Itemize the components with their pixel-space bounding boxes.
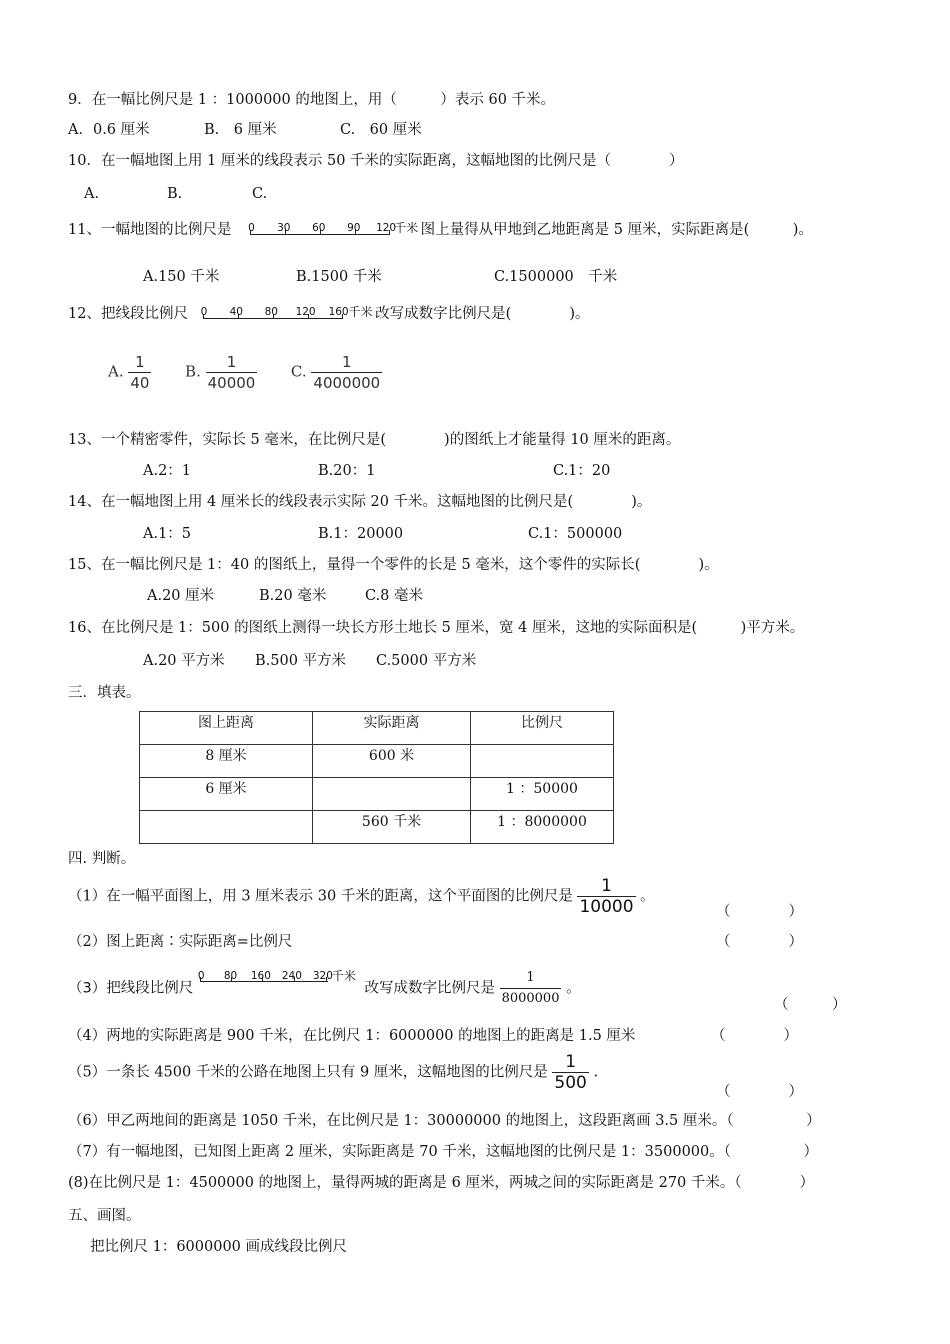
q12-option-c-fraction — [311, 352, 382, 393]
q12-text-pre: 12、把线段比例尺 — [68, 306, 188, 322]
q9-option-c: C. 60 厘米 — [340, 122, 422, 138]
scale-tick-label: 160 — [328, 306, 349, 318]
q15-option-a: A.20 厘米 — [147, 588, 215, 604]
judgement-3-line-scale — [198, 968, 360, 988]
fraction-numerator: 1 — [135, 353, 145, 371]
question-16: 16、在比例尺是 1：500 的图纸上测得一块长方形土地长 5 厘米，宽 4 厘米，这地的实际面积是( )平方米。 — [68, 620, 805, 636]
fraction-numerator: 1 — [342, 353, 352, 371]
judgement-5-answer-blank[interactable]: （ ） — [716, 1084, 803, 1100]
scale-tick-label: 320 — [312, 970, 333, 982]
q12-option-c-label: C. — [290, 362, 307, 381]
q9-option-a: A．0.6 厘米 — [68, 122, 150, 138]
scale-tick-label: 120 — [295, 306, 316, 318]
judgement-3-tail: 。 — [566, 980, 581, 997]
table-row — [140, 745, 614, 778]
table-cell: 600 米 — [313, 745, 471, 778]
scale-tick-label: 0 — [197, 970, 205, 982]
section-5-title: 五、画图。 — [68, 1208, 141, 1224]
judgement-1-fraction — [577, 876, 635, 917]
question-14: 14、在一幅地图上用 4 厘米长的线段表示实际 20 千米。这幅地图的比例尺是( )。 — [68, 494, 652, 510]
judgement-1-answer-blank[interactable]: （ ） — [716, 904, 803, 920]
judgement-1 — [68, 876, 655, 917]
judgement-3-text-post: 改写成数字比例尺是 — [364, 980, 495, 997]
table-row — [140, 811, 614, 844]
judgement-3 — [68, 968, 581, 1009]
fraction-denominator: 10000 — [579, 897, 634, 917]
q12-option-a-fraction — [128, 352, 151, 393]
section-3-title: 三．填表。 — [68, 685, 141, 701]
q12-option-b-fraction — [206, 352, 258, 393]
scale-tick-label: 40 — [229, 306, 243, 318]
q14-option-a: A.1：5 — [143, 526, 192, 542]
scale-tick-label: 90 — [347, 222, 361, 234]
q13-option-b: B.20：1 — [318, 463, 376, 479]
judgement-2-answer-blank[interactable]: （ ） — [716, 934, 803, 950]
scale-unit: 千米 — [348, 305, 373, 319]
q13-option-a: A.2：1 — [143, 463, 192, 479]
table-header: 图上距离 — [140, 712, 313, 745]
q10-option-a: A. — [84, 186, 100, 202]
q12-text-post: 改写成数字比例尺是( )。 — [375, 306, 590, 322]
fraction-denominator: 8000000 — [500, 988, 562, 1009]
q12-options — [108, 352, 382, 393]
q10-option-c: C. — [252, 186, 268, 202]
section-4-title: 四. 判断。 — [68, 851, 136, 867]
q12-line-scale — [201, 305, 371, 325]
table-row — [140, 778, 614, 811]
scale-unit: 千米 — [331, 969, 356, 983]
scale-tick-label: 240 — [281, 970, 302, 982]
judgement-6[interactable]: （6）甲乙两地间的距离是 1050 千米，在比例尺是 1：30000000 的地图上，这段距离画 3.5 厘米。（ ） — [68, 1113, 821, 1129]
fraction-numerator: 1 — [226, 353, 237, 371]
judgement-7[interactable]: （7）有一幅地图，已知图上距离 2 厘米，实际距离是 70 千米，这幅地图的比例尺是 1：3500000。（ ） — [68, 1144, 818, 1160]
q15-option-b: B.20 毫米 — [259, 588, 327, 604]
judgement-1-tail: 。 — [640, 888, 655, 905]
judgement-3-answer-blank[interactable]: （ ） — [774, 997, 847, 1013]
table-cell: 8 厘米 — [140, 745, 313, 778]
scale-tick-label: 30 — [277, 222, 291, 234]
q16-option-b: B.500 平方米 — [255, 653, 347, 669]
judgement-2: （2）图上距离∶实际距离=比例尺 — [68, 934, 293, 950]
judgement-5-fraction — [552, 1052, 588, 1093]
judgement-5-tail: . — [593, 1064, 599, 1081]
scale-tick-label: 0 — [248, 222, 255, 234]
judgement-8[interactable]: (8)在比例尺是 1：4500000 的地图上，量得两城的距离是 6 厘米，两城之间的实际距离是 270 千米。（ ） — [68, 1175, 815, 1191]
q11-line-scale — [248, 221, 419, 241]
table-header-row — [140, 712, 614, 745]
table-cell: 1 ：8000000 — [471, 811, 614, 844]
q10-option-b: B. — [167, 186, 183, 202]
fraction-denominator: 40 — [130, 374, 150, 392]
fill-in-table — [139, 711, 614, 844]
q12-option-a-label: A. — [108, 362, 124, 381]
judgement-4: （4）两地的实际距离是 900 千米，在比例尺 1：6000000 的地图上的距离是 1.5 厘米 — [68, 1028, 636, 1044]
judgement-5 — [68, 1052, 598, 1093]
table-header: 实际距离 — [313, 712, 471, 745]
question-9: 9．在一幅比例尺是 1 ：1000000 的地图上，用（ ）表示 60 千米。 — [68, 92, 556, 108]
fraction-numerator: 1 — [565, 1052, 577, 1072]
q13-option-c: C.1：20 — [553, 463, 611, 479]
q14-option-c: C.1：500000 — [528, 526, 623, 542]
table-cell[interactable] — [471, 745, 614, 778]
drawing-task: 把比例尺 1：6000000 画成线段比例尺 — [90, 1239, 348, 1255]
judgement-3-fraction — [500, 968, 562, 1009]
scale-unit: 千米 — [394, 221, 419, 235]
q16-option-c: C.5000 平方米 — [376, 653, 477, 669]
q11-option-a: A.150 千米 — [143, 269, 220, 285]
table-header: 比例尺 — [471, 712, 614, 745]
table-cell[interactable] — [313, 778, 471, 811]
scale-tick-label: 120 — [376, 222, 397, 234]
table-cell: 560 千米 — [313, 811, 471, 844]
judgement-5-text: （5）一条长 4500 千米的公路在地图上只有 9 厘米，这幅地图的比例尺是 — [68, 1064, 548, 1081]
scale-tick-label: 160 — [250, 970, 271, 982]
question-13: 13、一个精密零件，实际长 5 毫米，在比例尺是( )的图纸上才能量得 10 厘米的距离。 — [68, 432, 681, 448]
fraction-denominator: 500 — [554, 1073, 587, 1093]
q9-option-b: B. 6 厘米 — [204, 122, 277, 138]
table-cell: 6 厘米 — [140, 778, 313, 811]
q11-text-pre: 11、一幅地图的比例尺是 — [68, 222, 232, 238]
fraction-denominator: 4000000 — [313, 374, 381, 392]
question-11 — [68, 221, 813, 241]
scale-tick-label: 80 — [264, 306, 278, 318]
q11-text-post: 图上量得从甲地到乙地距离是 5 厘米，实际距离是( )。 — [420, 222, 813, 238]
table-cell[interactable] — [140, 811, 313, 844]
judgement-1-text: （1）在一幅平面图上，用 3 厘米表示 30 千米的距离，这个平面图的比例尺是 — [68, 888, 573, 905]
fraction-numerator: 1 — [526, 970, 535, 985]
q12-option-b-label: B. — [185, 362, 201, 381]
fraction-numerator: 1 — [601, 876, 612, 896]
q15-option-c: C.8 毫米 — [365, 588, 424, 604]
question-12 — [68, 305, 590, 325]
q11-option-c: C.1500000 千米 — [494, 269, 618, 285]
scale-tick-label: 80 — [223, 970, 238, 982]
question-10: 10．在一幅地图上用 1 厘米的线段表示 50 千米的实际距离，这幅地图的比例尺是（ ） — [68, 153, 684, 169]
question-15: 15、在一幅比例尺是 1：40 的图纸上，量得一个零件的长是 5 毫米，这个零件的实际长( )。 — [68, 557, 719, 573]
judgement-3-text-pre: （3）把线段比例尺 — [68, 980, 194, 997]
q14-option-b: B.1：20000 — [318, 526, 404, 542]
q16-option-a: A.20 平方米 — [143, 653, 225, 669]
q11-option-b: B.1500 千米 — [296, 269, 382, 285]
table-cell: 1 ：50000 — [471, 778, 614, 811]
scale-tick-label: 0 — [200, 306, 208, 318]
judgement-4-answer-blank[interactable]: （ ） — [711, 1028, 798, 1044]
fraction-denominator: 40000 — [207, 374, 256, 392]
scale-tick-label: 60 — [312, 222, 326, 234]
